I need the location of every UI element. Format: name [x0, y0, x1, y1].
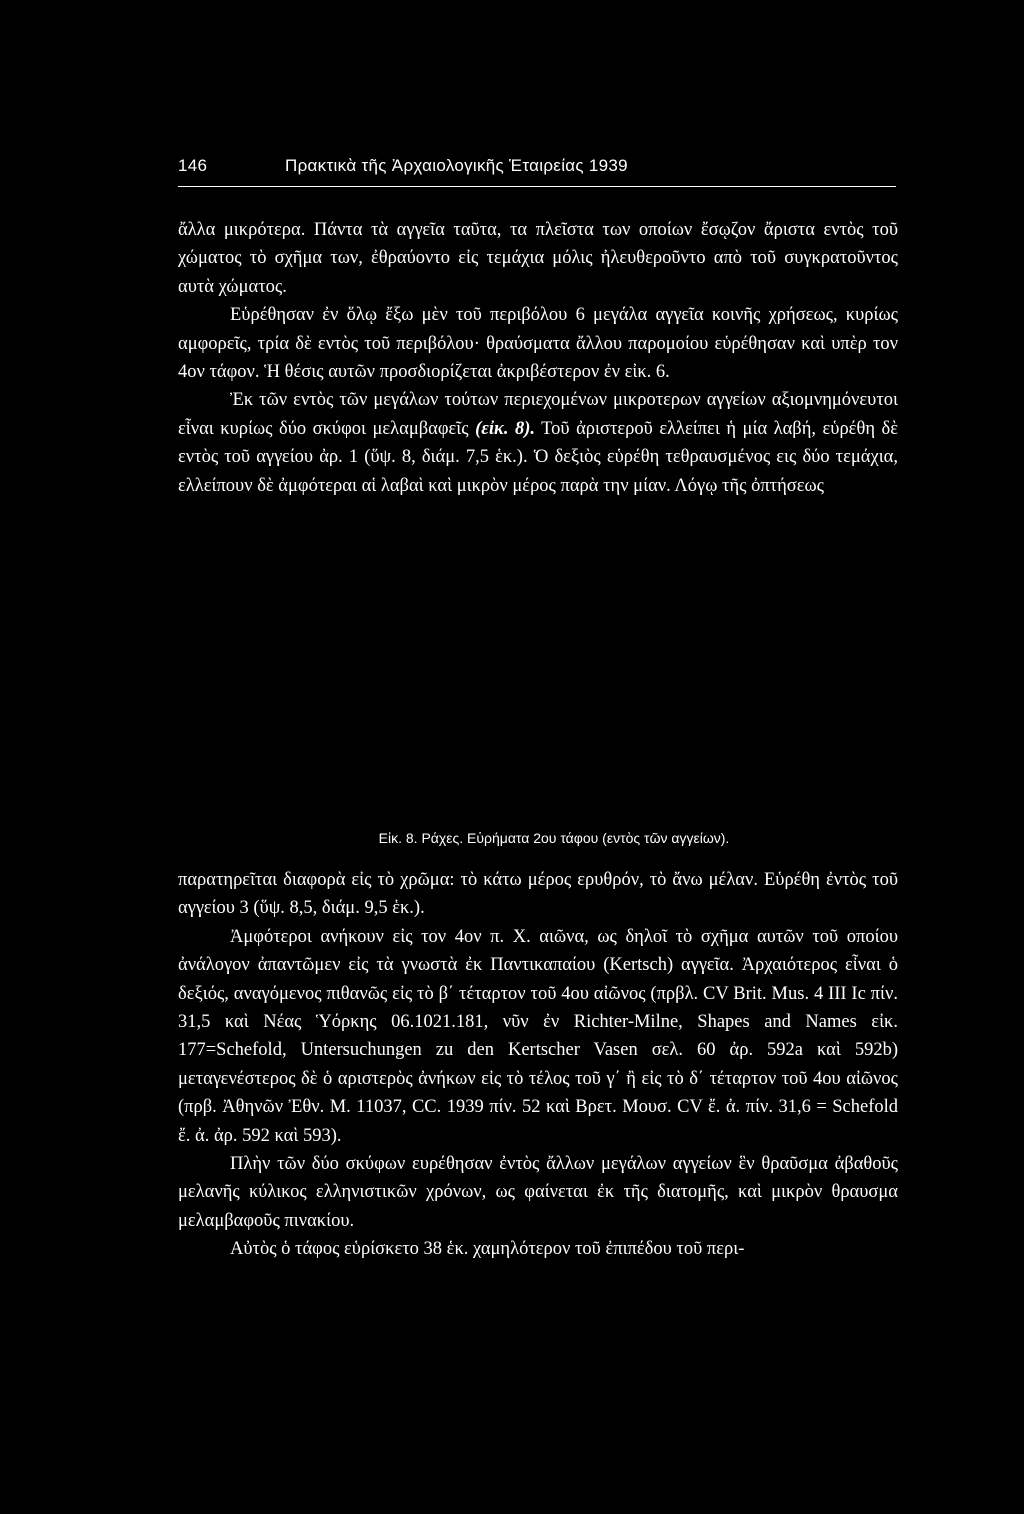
paragraph-other-finds: Πλὴν τῶν δύο σκύφων ευρέθησαν ἐντὸς ἄλλων μεγάλων αγγείων ἓν θραῦσμα ἀβαθοῦς μελανῆς κύλικος ελληνιστικῶν χρόνων, ως φαίνεται ἐκ τῆς διατομῆς, καὶ μικρὸν θραυσμα μελαμβαφοῦς πινακίου.	[178, 1154, 898, 1231]
body-text-top	[178, 216, 898, 500]
paragraph-skyphoi-text-1: Ἐκ τῶν εντὸς τῶν μεγάλων τούτων περιεχομένων μικροτερων αγγείων αξιομνημόνευτοι εἶναι κυρίως δύο σκύφοι μελαμβαφεῖς	[178, 390, 898, 439]
figure-reference: (εἰκ. 8).	[475, 418, 535, 439]
paragraph-skyphoi	[178, 386, 898, 500]
paragraph-skyphoi-text-2: Τοῦ ἀριστεροῦ ελλείπει ἡ μία λαβή, εὑρέθη δὲ εντὸς τοῦ αγγείου ἀρ. 1 (ὕψ. 8, διάμ. 7,5 ἑκ.). Ὁ δεξιὸς εὑρέθη τεθραυσμένος εις δύο τεμάχια, ελλείπουν δὲ ἀμφότεραι αἱ λαβαὶ καὶ μικρὸν μέρος παρὰ την μίαν. Λόγῳ τῆς ὀπτήσεως	[178, 418, 898, 496]
paragraph-color-difference: παρατηρεῖται διαφορὰ εἰς τὸ χρῶμα: τὸ κάτω μέρος ερυθρόν, τὸ ἄνω μέλαν. Εὑρέθη ἐντὸς τοῦ αγγείου 3 (ὕψ. 8,5, διάμ. 9,5 ἑκ.).	[178, 870, 898, 919]
figure-caption: Εἰκ. 8. Ράχες. Εὑρήματα 2ου τάφου (εντὸς τῶν αγγείων).	[378, 830, 730, 846]
paragraph-vessels-found: Εὑρέθησαν ἐν ὅλῳ ἔξω μὲν τοῦ περιβόλου 6 μεγάλα αγγεῖα κοινῆς χρήσεως, κυρίως αμφορεῖς, τρία δὲ εντὸς τοῦ περιβόλου· θραύσματα ἄλλου παρομοίου εὑρέθησαν καὶ υπὲρ τον 4ον τάφον. Ἡ θέσις αυτῶν προσδιορίζεται ἀκριβέστερον ἐν εἰκ. 6.	[178, 305, 898, 383]
body-text-bottom	[178, 866, 898, 1264]
paragraph-dating: Ἀμφότεροι ανήκουν εἰς τον 4ον π. Χ. αιῶνα, ως δηλοῖ τὸ σχῆμα αυτῶν τοῦ οποίου ἀνάλογον ἀπαντῶμεν εἰς τὰ γνωστὰ ἐκ Παντικαπαίου (Kertsch) αγγεῖα. Ἀρχαιότερος εἶναι ὁ δεξιός, αναγόμενος πιθανῶς εἰς τὸ β΄ τέταρτον τοῦ 4ου αἰῶνος (πρβλ. CV Brit. Mus. 4 III Ic πίν. 31,5 καὶ Νέας Ὑόρκης 06.1021.181, νῦν ἐν Richter-Milne, Shapes and Names εἰκ. 177=Schefold, Untersuchungen zu den Kertscher Vasen σελ. 60 ἀρ. 592a καὶ 592b) μεταγενέστερος δὲ ὁ αριστερὸς ἀνήκων εἰς τὸ τέλος τοῦ γ΄ ἢ εἰς τὸ δ΄ τέταρτον τοῦ 4ου αἰῶνος (πρβ. Ἀθηνῶν Ἐθν. Μ. 11037, CC. 1939 πίν. 52 καὶ Βρετ. Μουσ. CV ἔ. ἀ. πίν. 31,6 = Schefold ἔ. ἀ. ἀρ. 592 καὶ 593).	[178, 926, 898, 1146]
figure-image-area	[178, 582, 896, 814]
header-rule	[178, 186, 896, 187]
page-number: 146	[178, 156, 208, 175]
paragraph-continuation: ἄλλα μικρότερα. Πάντα τὰ αγγεῖα ταῦτα, τα πλεῖστα των οποίων ἔσῳζον ἄριστα εντὸς τοῦ χώματος τὸ σχῆμα των, ἐθραύοντο εἰς τεμάχια μόλις ἠλευθεροῦντο απὸ τοῦ συγκρατοῦντος αυτὰ χώματος.	[178, 220, 898, 297]
paragraph-tomb-depth: Αὐτὸς ὁ τάφος εὑρίσκετο 38 ἑκ. χαμηλότερον τοῦ ἐπιπέδου τοῦ περι-	[230, 1239, 745, 1260]
journal-title: Πρακτικὰ τῆς Ἀρχαιολογικῆς Ἑταιρείας 1939	[285, 156, 628, 175]
running-head	[178, 156, 896, 186]
